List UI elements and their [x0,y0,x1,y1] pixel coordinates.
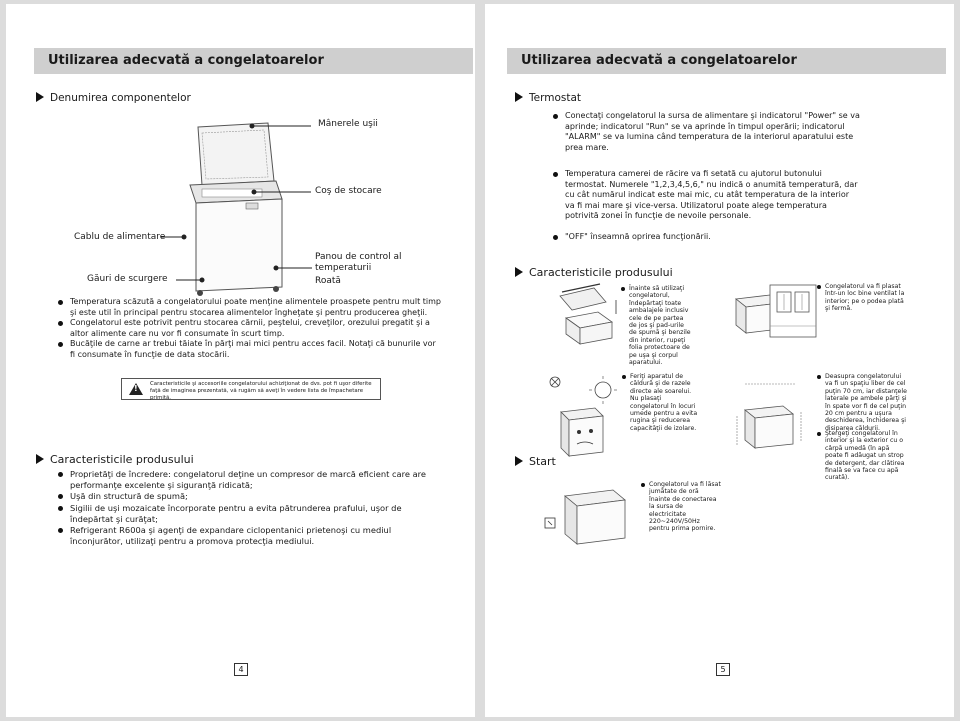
label-drain-holes: Găuri de scurgere [87,274,168,284]
list-item: Temperatura camerei de răcire va fi setată cu ajutorul butonului termostat. Numerele "1,2,3,4,5,6," nu indică o anumită temperatură, dar cu cât numărul indicat este mai mic, cu atât temperatura de la interior va fi mai mare şi vice-versa. Utilizatorul poate alege temperatura potrivită zonei în funcţie de nevoile personale. [565,169,861,222]
warning-note: ! Caracteristicile şi accesoriile congelatorului achiziţionat de dvs. pot fi uşor diferite faţă de imaginea prezentată, vă rugăm să aveţi în vedere lista de împachetare primită. [121,378,381,400]
section-arrow-icon [515,267,523,277]
caption-ventilation: Congelatorul va fi plasat într-un loc bine ventilat la interior; pe o podea plată şi fermă. [825,283,905,313]
list-item: Congelatorul este potrivit pentru stocarea cărnii, peştelui, creveţilor, orezului pregatit şi a altor alimente care nu vor fi consumate în scurt timp. [70,318,441,339]
caption-unpack: Înainte să utilizaţi congelatorul, îndepărtaţi toate ambalajele inclusiv cele de pe partea de jos şi pad-urile de spumă şi benzile din interior, rupeţi folia protectoare de pe uşa şi corpul aparatului. [629,285,693,366]
caption-clearance: Deasupra congelatorului va fi un spaţiu liber de cel puţin 70 cm, iar distanţele laterale pe ambele părţi şi în spate vor fi de cel puţin 20 cm pentru a uşura deschiderea, închiderea şi disiparea căldurii. [825,373,907,432]
right-page-header: Utilizarea adecvată a congelatoarelor [507,48,946,74]
right-page [485,4,954,717]
list-item: Temperatura scăzută a congelatorului poate menţine alimentele proaspete pentru mult timp şi este util în principal pentru stocarea alimentelor îngheţate şi pentru producerea gheţii. [70,297,441,317]
section-features-left: Caracteristicile produsului [36,453,194,466]
list-item: Bucăţile de carne ar trebui tăiate în părţi mai mici pentru acces facil. Notaţi că bunurile vor fi consumate în funcţie de data stocării. [70,339,441,360]
section-start: Start [515,455,556,468]
ventilated-room-illustration [767,282,822,342]
section-arrow-icon [36,454,44,464]
section-components: Denumirea componentelor [36,92,191,104]
unpacking-illustration [550,282,625,352]
section-arrow-icon [515,456,523,466]
clearance-illustration [735,376,805,461]
caption-heat: Feriţi aparatul de căldură şi de razele directe ale soarelui. Nu plasaţi congelatorul în locuri umede pentru a evita rugina şi reducerea capacităţii de izolare. [630,373,698,432]
left-page-header: Utilizarea adecvată a congelatoarelor [34,48,473,74]
label-basket: Coş de stocare [315,186,382,196]
page-number: 4 [234,663,248,676]
list-item: Refrigerant R600a şi agenţi de expandare ciclopentanici prietenoşi cu mediul înconjurător, utilizaţi pentru a promova protecţia mediului. [70,525,441,547]
warning-icon [129,383,143,395]
list-item: Uşă din structură de spumă; [70,491,441,502]
caption-power: Congelatorul va fi lăsat jumătate de oră înainte de conectarea la sursa de electricitate 220~240V/50Hz pentru prima pornire. [649,481,721,533]
section-arrow-icon [515,92,523,102]
list-item: Proprietăţi de încredere: congelatorul deţine un compresor de marcă eficient care are performanţe excelente şi siguranţă ridicată; [70,469,441,491]
storage-bullets [56,297,441,360]
thermostat-bullets [551,111,861,242]
list-item: Sigilii de uşi mozaicate încorporate pentru a evita pătrunderea prafului, uşor de îndepărtat şi curăţat; [70,503,441,525]
label-control-panel: Panou de control al temperaturii [315,252,402,273]
heat-sun-illustration [543,370,623,465]
section-thermostat: Termostat [515,92,581,104]
list-item: "OFF" înseamnă oprirea funcţionării. [565,232,861,243]
features-list [56,469,441,547]
left-page [6,4,475,717]
label-wheel: Roată [315,276,341,286]
list-item: Conectaţi congelatorul la sursa de alimentare şi indicatorul "Power" se va aprinde; indicatorul "Run" se va aprinde în timpul operării; indicatorul "ALARM" se va lumina când temperatura de la interiorul aparatului este prea mare. [565,111,860,152]
label-power-cable: Cablu de alimentare [74,232,166,242]
power-outlet-illustration [543,482,643,552]
label-handles: Mânerele uşii [318,119,378,129]
page-number: 5 [716,663,730,676]
section-features-right: Caracteristicile produsului [515,266,673,279]
caption-cleaning: Ştergeţi congelatorul în interior şi la exterior cu o cârpă umedă (în apă poate fi adăugat un strop de detergent, dar clătirea finală se va face cu apă curată). [825,430,907,482]
